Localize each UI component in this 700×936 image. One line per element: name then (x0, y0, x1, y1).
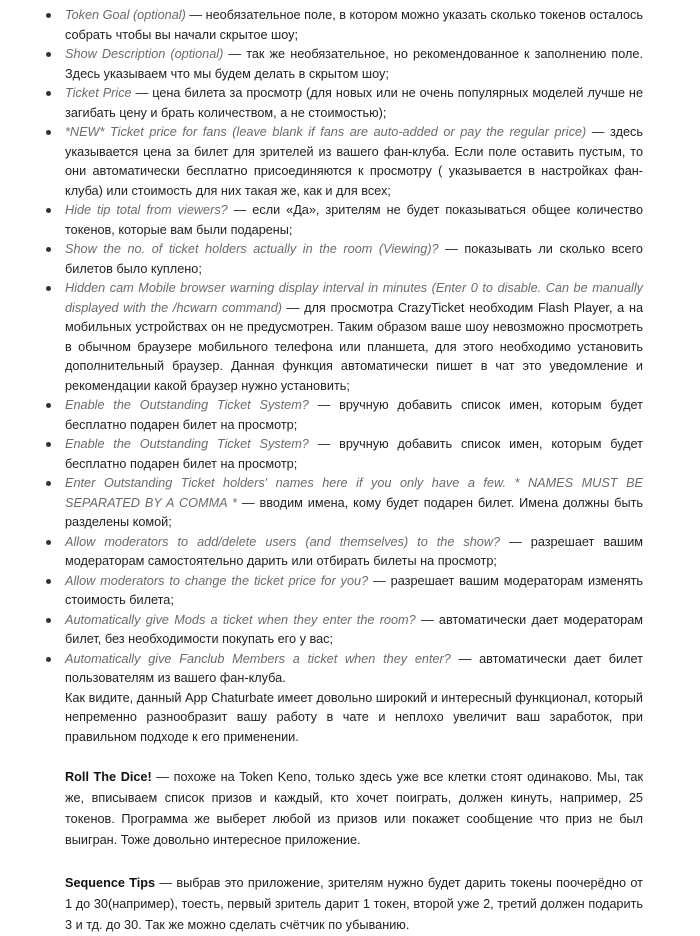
option-name: Enable the Outstanding Ticket System? (65, 437, 309, 451)
list-item (38, 435, 643, 474)
list-item (38, 240, 643, 279)
list-item (38, 6, 643, 45)
option-description: — вручную добавить список имен, которым будет бесплатно подарен билет на просмотр; (65, 437, 643, 471)
section-text: — похоже на Token Keno, только здесь уже все клетки стоят одинаково. Мы, так же, вписываем список призов и каждый, кто хочет поиграть, должен кинуть, например, 25 токенов. Программа же выберет любой из призов или покажет сообщение что приз не был выигран. Тоже довольно интересное приложение. (65, 770, 643, 847)
option-description: — автоматически дает билет пользователям из вашего фан-клуба. (65, 651, 643, 685)
option-description: — показывать ли сколько всего билетов было куплено; (65, 242, 643, 276)
option-description: — цена билета за просмотр (для новых или не очень популярных моделей лучше не загибать цену и брать количеством, а не стоимостью); (65, 86, 643, 120)
list-item (38, 611, 643, 650)
list-item (38, 474, 643, 533)
bullet-icon (46, 286, 51, 291)
bullet-icon (46, 91, 51, 96)
bullet-icon (46, 130, 51, 135)
option-name: Ticket Price (65, 86, 132, 100)
list-item (38, 123, 643, 201)
roll-the-dice-paragraph (65, 767, 643, 851)
list-item (38, 45, 643, 84)
option-description: — необязательное поле, в котором можно указать сколько токенов осталось собрать чтобы вы начали скрытое шоу; (65, 8, 644, 42)
option-description: — вводим имена, кому будет подарен билет. Имена должны быть разделены комой; (65, 495, 643, 529)
bullet-icon (46, 13, 51, 18)
list-item (38, 572, 643, 611)
bullet-icon (46, 208, 51, 213)
option-description: — так же необязательное, но рекомендованное к заполнению поле. Здесь указываем что мы будем делать в скрытом шоу; (65, 47, 643, 81)
conclusion-paragraph: Как видите, данный App Chaturbate имеет довольно широкий и интересный функционал, который непременно разнообразит вашу работу в чате и неплохо увеличит ваш заработок, при правильном подходе к его применении. (65, 690, 643, 744)
option-name: Show Description (optional) (65, 47, 224, 61)
option-name: Automatically give Fanclub Members a ticket when they enter? (65, 651, 451, 666)
option-description: — разрешает вашим модераторам самостоятельно дарить или отбирать билеты на просмотр; (65, 534, 643, 568)
bullet-icon (46, 52, 51, 57)
option-name: Enter Outstanding Ticket holders' names here if you only have a few. * NAMES MUST BE SEPARATED BY A COMMA * (65, 476, 643, 510)
bullet-icon (46, 403, 51, 408)
list-item (38, 201, 643, 240)
option-description: — разрешает вашим модераторам изменять стоимость билета; (65, 573, 643, 607)
option-name: *NEW* Ticket price for fans (leave blank if fans are auto-added or pay the regular price) (65, 125, 587, 139)
option-name: Automatically give Mods a ticket when they enter the room? (65, 612, 416, 627)
option-name: Hidden cam Mobile browser warning display interval in minutes (Enter 0 to disable. Can be manually displayed with the /hcwarn command) (65, 281, 643, 315)
bullet-icon (46, 657, 51, 662)
bullet-icon (46, 618, 51, 623)
bullet-icon (46, 579, 51, 584)
option-name: Allow moderators to add/delete users (and themselves) to the show? (65, 534, 501, 549)
list-item (38, 84, 643, 123)
list-item (38, 650, 643, 689)
bullet-icon (46, 247, 51, 252)
option-name: Allow moderators to change the ticket price for you? (65, 573, 369, 588)
section-title: Sequence Tips (65, 876, 156, 890)
list-item (38, 533, 643, 572)
option-name: Enable the Outstanding Ticket System? (65, 398, 309, 412)
option-description: — если «Да», зрителям не будет показываться общее количество токенов, которые вам были подарены; (65, 203, 644, 237)
bullet-icon (46, 481, 51, 486)
option-name: Show the no. of ticket holders actually in the room (Viewing)? (65, 242, 439, 256)
list-item (38, 396, 643, 435)
sequence-tips-paragraph (65, 873, 643, 936)
options-list (38, 6, 643, 689)
option-description: — автоматически дает модераторам билет, без необходимости покупать его у вас; (65, 612, 643, 646)
section-text: — выбрав это приложение, зрителям нужно будет дарить токены поочерёдно от 1 до 30(например), тоесть, первый зритель дарит 1 токен, второй уже 2, третий должен подарить 3 и тд. до 30. Так же можно сделать счётчик по убыванию. (65, 876, 643, 932)
option-description: — здесь указывается цена за билет для зрителей из вашего фан-клуба. Если поле оставить пустым, то они автоматически бесплатно присоединяются к просмотру ( указывается в настройках фан-клуба) или стоимость для них такая же, как и для всех; (65, 125, 643, 198)
section-title: Roll The Dice! (65, 770, 152, 784)
option-description: — вручную добавить список имен, которым будет бесплатно подарен билет на просмотр; (65, 398, 643, 432)
option-name: Hide tip total from viewers? (65, 203, 228, 217)
list-item (38, 279, 643, 396)
option-name: Token Goal (optional) (65, 8, 186, 22)
bullet-icon (46, 442, 51, 447)
option-description: — для просмотра CrazyTicket необходим Flash Player, а на мобильных устройствах он не предусмотрен. Таким образом ваше шоу невозможно просмотреть в обычном браузере мобильного телефона или планшета, для этого необходимо установить дополнительный браузер. Данная функция автоматически пишет в чат это уведомление и рекомендации какой браузер нужно установить; (65, 300, 644, 393)
bullet-icon (46, 540, 51, 545)
